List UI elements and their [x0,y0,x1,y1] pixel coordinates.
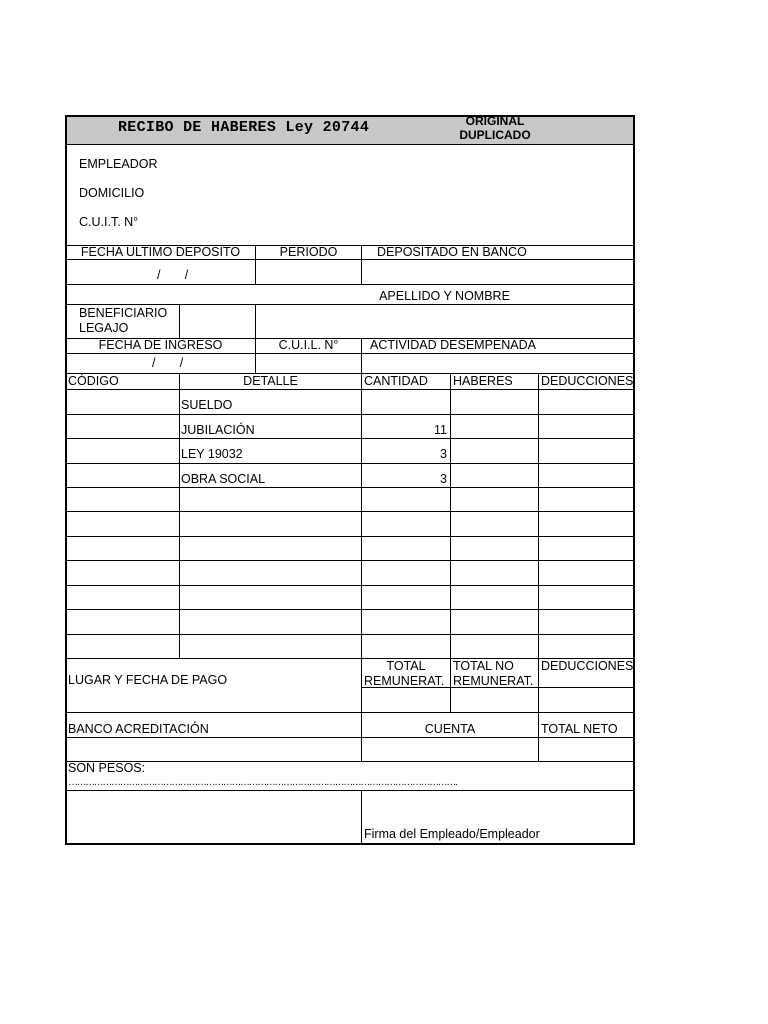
table-row-cantidad: 11 [434,423,447,437]
son-pesos-dotted-line: ………………………………………………………………………………………………………………………. [68,777,457,788]
rule [66,560,634,561]
rule [66,304,634,305]
rule [450,658,451,712]
receipt-title: RECIBO DE HABERES Ley 20744 [118,119,370,136]
haberes-header: HABERES [453,374,513,388]
banco-acreditacion-label: BANCO ACREDITACIÓN [68,722,209,736]
rule [179,373,180,658]
rule [66,487,634,488]
rule [66,536,634,537]
table-row-cantidad: 3 [440,472,447,486]
fecha-ingreso-label: FECHA DE INGRESO [98,338,223,352]
rule [179,304,180,338]
table-row-cantidad: 3 [440,447,447,461]
deducciones-total-label: DEDUCCIONES [541,659,634,673]
rule [66,144,634,145]
rule [66,585,634,586]
ingreso-date-field: / / [152,356,184,370]
rule [361,373,362,658]
apellido-nombre-label: APELLIDO Y NOMBRE [379,289,510,303]
empleador-label: EMPLEADOR [79,157,158,171]
cantidad-header: CANTIDAD [364,374,428,388]
table-row-detalle: JUBILACIÓN [181,423,255,437]
rule [361,712,362,761]
rule [66,511,634,512]
beneficiario-label: BENEFICIARIO [79,306,168,320]
rule [66,353,634,354]
rule [361,338,362,373]
fecha-ultimo-deposito-label: FECHA ULTIMO DEPOSITO [80,245,241,259]
rule [66,712,634,713]
actividad-label: ACTIVIDAD DESEMPENADA [370,338,537,352]
rule [66,790,634,791]
deposit-date-field: / / [157,268,189,282]
rule [66,634,634,635]
rule [66,259,634,260]
original-label: ORIGINAL [465,114,525,128]
lugar-fecha-pago-label: LUGAR Y FECHA DE PAGO [68,673,228,687]
total-no-remunerat-label-2: REMUNERAT. [453,674,534,688]
rule [538,373,539,658]
rule [450,373,451,658]
total-neto-label: TOTAL NETO [541,722,618,736]
depositado-en-banco-label: DEPOSITADO EN BANCO [377,245,527,259]
rule [65,115,67,845]
table-row-detalle: LEY 19032 [181,447,243,461]
rule [66,389,634,390]
rule [361,245,362,284]
rule [66,737,634,738]
firma-label: Firma del Empleado/Empleador [364,827,540,841]
detalle-header: DETALLE [243,374,298,388]
rule [66,609,634,610]
codigo-header: CÓDIGO [68,374,119,388]
deducciones-header: DEDUCCIONES [541,374,634,388]
rule [633,115,635,845]
total-no-remunerat-label: TOTAL NO [453,659,514,673]
rule [361,790,362,844]
periodo-label: PERIODO [279,245,338,259]
rule [66,284,634,285]
son-pesos-label: SON PESOS: [68,761,146,775]
rule [538,712,539,761]
rule [66,115,634,117]
cuil-label: C.U.I.L. N° [278,338,339,352]
table-row-detalle: SUELDO [181,398,233,412]
rule [255,304,256,338]
total-remunerat-label-2: REMUNERAT. [364,674,445,688]
cuit-label: C.U.I.T. N° [79,215,139,229]
rule [66,414,634,415]
rule [538,658,539,712]
duplicado-label: DUPLICADO [459,128,531,142]
rule [66,843,634,845]
cuenta-label: CUENTA [424,722,476,736]
legajo-label: LEGAJO [79,321,129,335]
rule [66,438,634,439]
table-row-detalle: OBRA SOCIAL [181,472,266,486]
rule [66,761,634,762]
rule [66,463,634,464]
total-remunerat-label: TOTAL [386,659,426,673]
domicilio-label: DOMICILIO [79,186,145,200]
